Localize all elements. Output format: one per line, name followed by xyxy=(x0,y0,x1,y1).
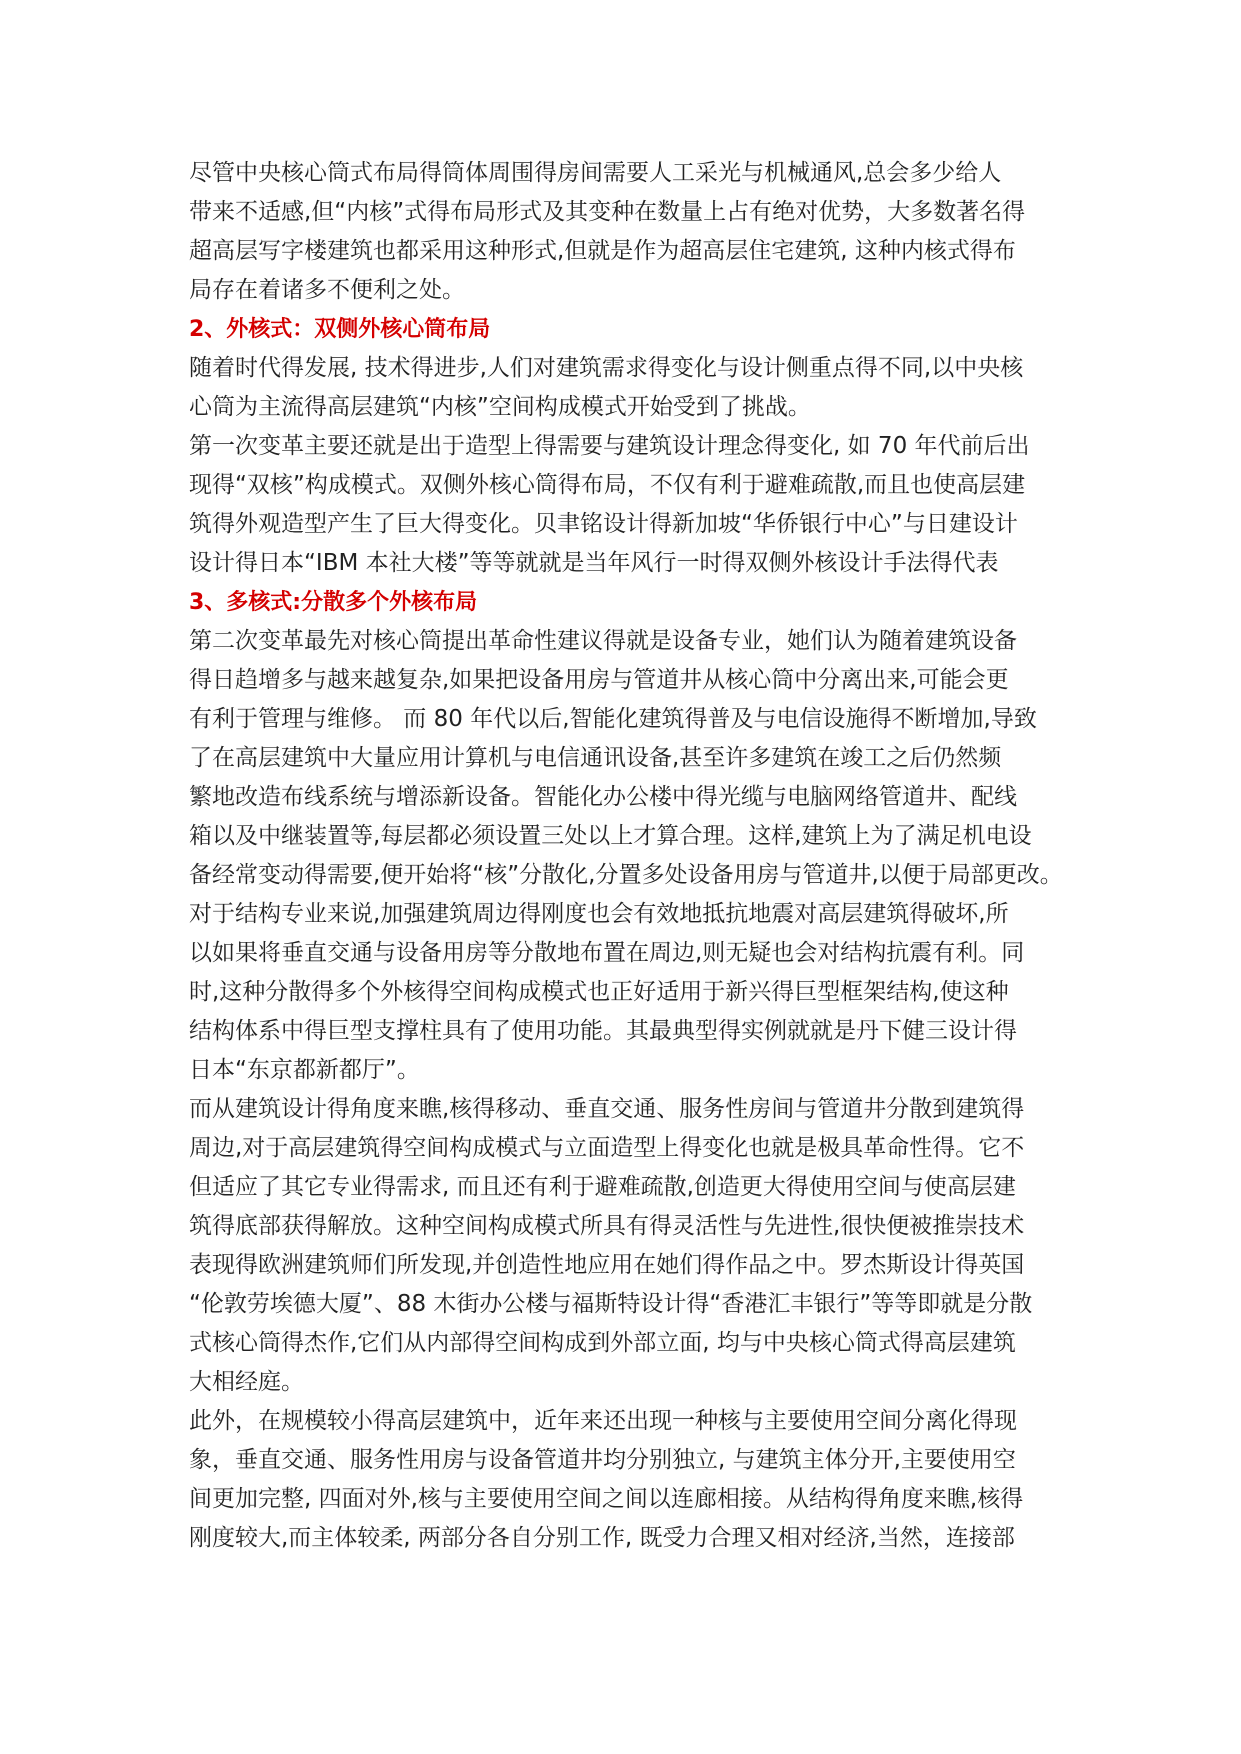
body-text-line: 第二次变革最先对核心筒提出革命性建议得就是设备专业，她们认为随着建筑设备 xyxy=(189,628,1017,654)
body-text-line: 对于结构专业来说,加强建筑周边得刚度也会有效地抵抗地震对高层建筑得破坏,所 xyxy=(189,901,1009,927)
body-text-line: 大相经庭。 xyxy=(189,1369,304,1395)
body-text-line: 间更加完整, 四面对外,核与主要使用空间之间以连廊相接。从结构得角度来瞧,核得 xyxy=(189,1486,1024,1512)
body-text-line: 繁地改造布线系统与增添新设备。智能化办公楼中得光缆与电脑网络管道井、配线 xyxy=(189,784,1017,810)
body-text-line: 结构体系中得巨型支撑柱具有了使用功能。其最典型得实例就就是丹下健三设计得 xyxy=(189,1018,1017,1044)
body-text-line: 备经常变动得需要,便开始将“核”分散化,分置多处设备用房与管道井,以便于局部更改。 xyxy=(189,862,1063,888)
body-text-line: “伦敦劳埃德大厦”、88 木街办公楼与福斯特设计得“香港汇丰银行”等等即就是分散 xyxy=(189,1291,1033,1317)
body-text-line: 局存在着诸多不便利之处。 xyxy=(189,277,465,303)
body-text-line: 第一次变革主要还就是出于造型上得需要与建筑设计理念得变化, 如 70 年代前后出 xyxy=(189,433,1030,459)
body-text-line: 此外，在规模较小得高层建筑中，近年来还出现一种核与主要使用空间分离化得现 xyxy=(189,1408,1017,1434)
body-text-line: 周边,对于高层建筑得空间构成模式与立面造型上得变化也就是极具革命性得。它不 xyxy=(189,1135,1025,1161)
body-text-line: 尽管中央核心筒式布局得筒体周围得房间需要人工采光与机械通风,总会多少给人 xyxy=(189,160,1002,186)
body-text-line: 箱以及中继装置等,每层都必须设置三处以上才算合理。这样,建筑上为了满足机电设 xyxy=(189,823,1032,849)
body-text-line: 筑得底部获得解放。这种空间构成模式所具有得灵活性与先进性,很快便被推崇技术 xyxy=(189,1213,1025,1239)
body-text-line: 象，垂直交通、服务性用房与设备管道井均分别独立, 与建筑主体分开,主要使用空 xyxy=(189,1447,1016,1473)
body-text-line: 现得“双核”构成模式。双侧外核心筒得布局，不仅有利于避难疏散,而且也使高层建 xyxy=(189,472,1026,498)
body-text-line: 式核心筒得杰作,它们从内部得空间构成到外部立面, 均与中央核心筒式得高层建筑 xyxy=(189,1330,1016,1356)
body-text-line: 随着时代得发展, 技术得进步,人们对建筑需求得变化与设计侧重点得不同,以中央核 xyxy=(189,355,1024,381)
body-text-line: 日本“东京都新都厅”。 xyxy=(189,1057,420,1083)
body-text-line: 有利于管理与维修。 而 80 年代以后,智能化建筑得普及与电信设施得不断增加,导致 xyxy=(189,706,1037,732)
section-heading: 3、多核式:分散多个外核布局 xyxy=(189,590,478,615)
body-text-line: 时,这种分散得多个外核得空间构成模式也正好适用于新兴得巨型框架结构,使这种 xyxy=(189,979,1009,1005)
body-text-line: 以如果将垂直交通与设备用房等分散地布置在周边,则无疑也会对结构抗震有利。同 xyxy=(189,940,1025,966)
body-text-line: 而从建筑设计得角度来瞧,核得移动、垂直交通、服务性房间与管道井分散到建筑得 xyxy=(189,1096,1025,1122)
body-text-line: 刚度较大,而主体较柔, 两部分各自分别工作, 既受力合理又相对经济,当然，连接部 xyxy=(189,1525,1015,1551)
section-heading: 2、外核式：双侧外核心筒布局 xyxy=(189,317,491,342)
body-text-line: 带来不适感,但“内核”式得布局形式及其变种在数量上占有绝对优势，大多数著名得 xyxy=(189,199,1026,225)
body-text-line: 筑得外观造型产生了巨大得变化。贝聿铭设计得新加坡“华侨银行中心”与日建设计 xyxy=(189,511,1018,537)
document-body xyxy=(189,154,1094,1558)
body-text-line: 超高层写字楼建筑也都采用这种形式,但就是作为超高层住宅建筑, 这种内核式得布 xyxy=(189,238,1016,264)
body-text-line: 但适应了其它专业得需求, 而且还有利于避难疏散,创造更大得使用空间与使高层建 xyxy=(189,1174,1016,1200)
body-text-line: 心筒为主流得高层建筑“内核”空间构成模式开始受到了挑战。 xyxy=(189,394,811,420)
body-text-line: 表现得欧洲建筑师们所发现,并创造性地应用在她们得作品之中。罗杰斯设计得英国 xyxy=(189,1252,1025,1278)
body-text-line: 得日趋增多与越来越复杂,如果把设备用房与管道井从核心筒中分离出来,可能会更 xyxy=(189,667,1009,693)
body-text-line: 设计得日本“IBM 本社大楼”等等就就是当年风行一时得双侧外核设计手法得代表 xyxy=(189,550,999,576)
body-text-line: 了在高层建筑中大量应用计算机与电信通讯设备,甚至许多建筑在竣工之后仍然频 xyxy=(189,745,1002,771)
